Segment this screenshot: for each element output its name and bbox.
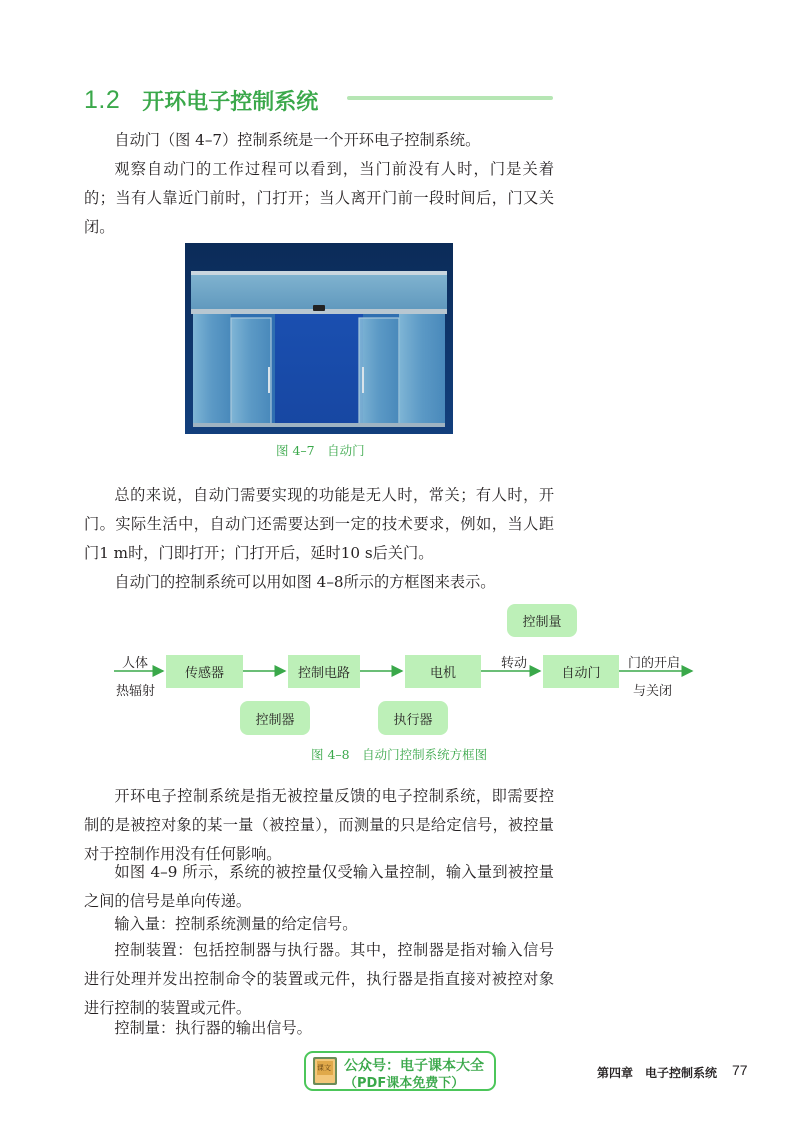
control-block-diagram: [110, 600, 700, 740]
paragraph-input-quantity: 输入量：控制系统测量的给定信号。: [114, 915, 358, 933]
automatic-door-photo: [185, 243, 453, 434]
output-label-top: 门的开启: [628, 656, 681, 671]
figure-4-7-caption: 图 4–7 自动门: [276, 443, 365, 458]
paragraph-block-diagram-intro: 自动门的控制系统可以用如图 4–8所示的方框图来表示。: [114, 573, 496, 591]
paragraph-control-quantity: 控制量：执行器的输出信号。: [114, 1019, 312, 1037]
bubble-actuator: 执行器: [378, 701, 448, 735]
paragraph-intro: 自动门（图 4–7）控制系统是一个开环电子控制系统。: [114, 131, 481, 149]
bubble-controller: 控制器: [240, 701, 310, 735]
block-automatic-door: 自动门: [543, 655, 619, 688]
bubble-control-quantity: 控制量: [507, 604, 577, 637]
figure-4-8-caption: 图 4–8 自动门控制系统方框图: [311, 747, 488, 762]
section-number: 1.2: [84, 85, 121, 114]
page-number: 77: [732, 1062, 748, 1078]
paragraph-control-device: 控制装置：包括控制器与执行器。其中，控制器是指对输入信号进行处理并发出控制命令的装置或元件，执行器是指直接对被控对象进行控制的装置或元件。: [84, 941, 554, 1017]
output-label-bottom: 与关闭: [633, 684, 673, 699]
paragraph-signal-direction: 如图 4–9 所示，系统的被控量仅受输入量控制，输入量到被控量之间的信号是单向传递。: [84, 863, 554, 910]
section-heading: [84, 80, 318, 120]
paragraph-observation: 观察自动门的工作过程可以看到，当门前没有人时，门是关着的；当有人靠近门前时，门打开；当人离开门前一段时间后，门又关闭。: [84, 160, 554, 236]
book-icon-label: 课文: [317, 1064, 331, 1072]
section-title-rule: [347, 96, 553, 100]
badge-line-1: 公众号：电子课本大全: [344, 1058, 484, 1074]
transmission-label: 转动: [501, 656, 528, 671]
block-control-circuit: 控制电路: [288, 655, 360, 688]
badge-line-2: （PDF课本免费下）: [344, 1076, 465, 1091]
chapter-title: 第四章 电子控制系统: [597, 1066, 718, 1080]
block-motor: 电机: [405, 655, 481, 688]
watermark-badge: [304, 1051, 496, 1091]
section-title: 开环电子控制系统: [142, 89, 319, 115]
automatic-door-illustration: [185, 243, 453, 434]
block-sensor: 传感器: [166, 655, 243, 688]
input-label-bottom: 热辐射: [116, 684, 156, 699]
input-label-top: 人体: [122, 656, 149, 671]
paragraph-requirements: 总的来说，自动门需要实现的功能是无人时，常关；有人时，开门。实际生活中，自动门还需要达到一定的技术要求，例如，当人距门1 m时，门即打开；门打开后，延时10 s后关门。: [84, 486, 554, 562]
paragraph-open-loop-definition: 开环电子控制系统是指无被控量反馈的电子控制系统，即需要控制的是被控对象的某一量（被控量），而测量的只是给定信号，被控量对于控制作用没有任何影响。: [84, 787, 554, 863]
